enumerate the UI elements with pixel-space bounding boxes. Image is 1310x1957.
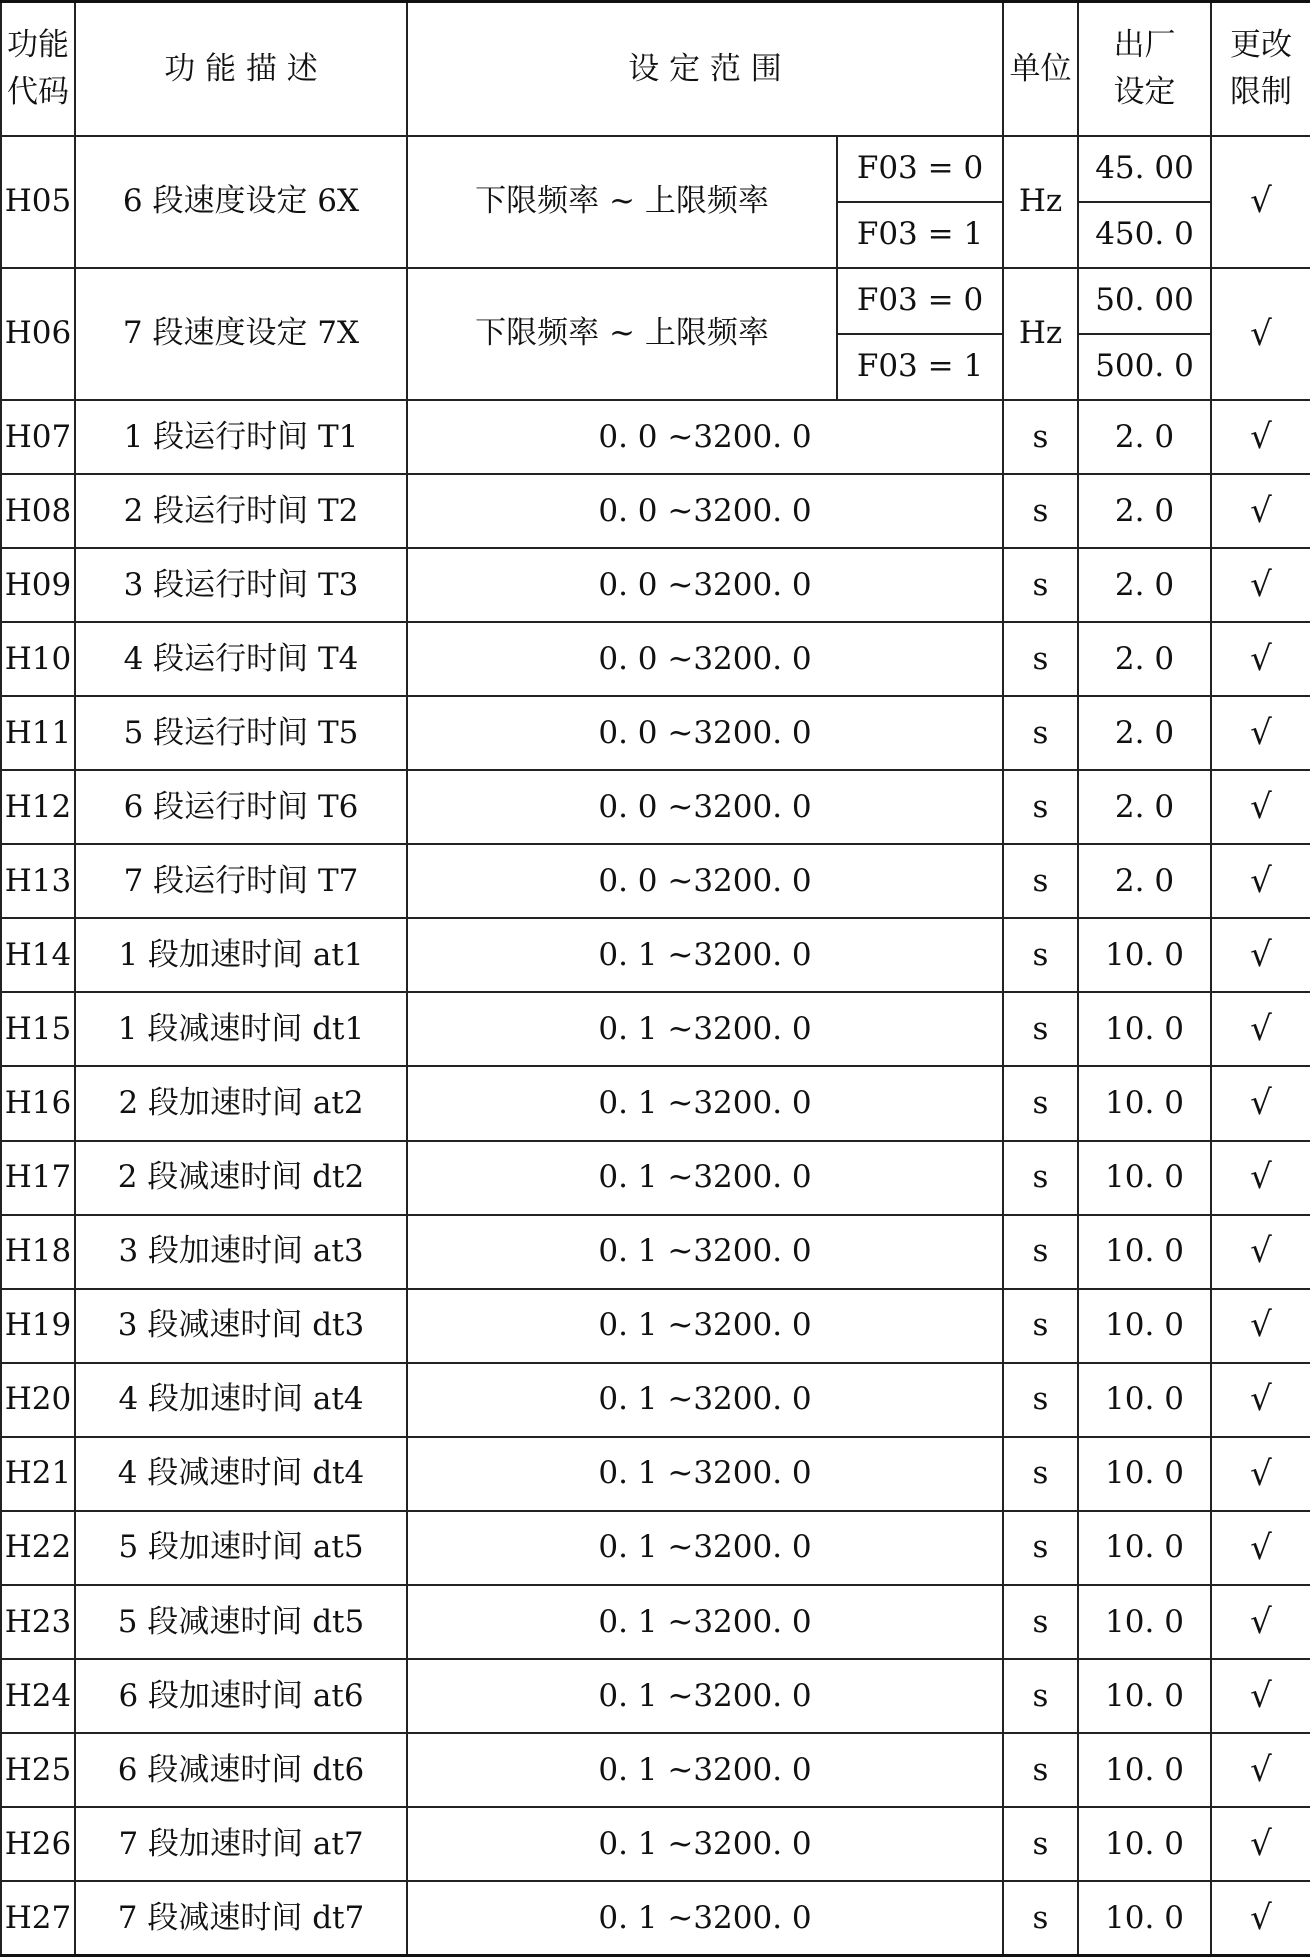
range-cell: 0. 0 ~3200. 0 — [407, 548, 1003, 622]
change-check: √ — [1211, 474, 1310, 548]
table-row — [1, 992, 1310, 1066]
factory-cell: 10. 0 — [1078, 1733, 1211, 1807]
header-description: 功 能 描 述 — [75, 2, 407, 136]
description-cell: 7 段减速时间 dt7 — [75, 1881, 407, 1955]
range-cell: 下限频率 ~ 上限频率 — [407, 136, 837, 268]
range-cell: 0. 1 ~3200. 0 — [407, 1141, 1003, 1215]
change-check: √ — [1211, 1437, 1310, 1511]
header-row — [1, 2, 1310, 136]
change-check: √ — [1211, 268, 1310, 400]
description-cell: 6 段速度设定 6X — [75, 136, 407, 268]
table-row — [1, 622, 1310, 696]
range-cell: 下限频率 ~ 上限频率 — [407, 268, 837, 400]
change-check: √ — [1211, 1733, 1310, 1807]
unit-cell: s — [1003, 1807, 1078, 1881]
factory-cell: 10. 0 — [1078, 1585, 1211, 1659]
change-check: √ — [1211, 1289, 1310, 1363]
table-row — [1, 1289, 1310, 1363]
code-cell: H10 — [1, 622, 75, 696]
range-cell: 0. 1 ~3200. 0 — [407, 918, 1003, 992]
change-check: √ — [1211, 770, 1310, 844]
factory-cell: 10. 0 — [1078, 1511, 1211, 1585]
unit-cell: s — [1003, 400, 1078, 474]
description-cell: 7 段运行时间 T7 — [75, 844, 407, 918]
factory-cell: 2. 0 — [1078, 770, 1211, 844]
header-range: 设 定 范 围 — [407, 2, 1003, 136]
unit-cell: s — [1003, 696, 1078, 770]
unit-cell: s — [1003, 992, 1078, 1066]
factory-cell: 10. 0 — [1078, 1215, 1211, 1289]
range-cell: 0. 1 ~3200. 0 — [407, 1289, 1003, 1363]
unit-cell: s — [1003, 474, 1078, 548]
code-cell: H11 — [1, 696, 75, 770]
change-check: √ — [1211, 844, 1310, 918]
change-check: √ — [1211, 1066, 1310, 1140]
table-row — [1, 268, 1310, 334]
table-row — [1, 844, 1310, 918]
range-cell: 0. 1 ~3200. 0 — [407, 1511, 1003, 1585]
description-cell: 1 段减速时间 dt1 — [75, 992, 407, 1066]
table-row — [1, 1363, 1310, 1437]
description-cell: 5 段减速时间 dt5 — [75, 1585, 407, 1659]
change-check: √ — [1211, 1215, 1310, 1289]
factory-cell: 10. 0 — [1078, 992, 1211, 1066]
factory-cell: 10. 0 — [1078, 1289, 1211, 1363]
code-cell: H21 — [1, 1437, 75, 1511]
condition-cell: F03 = 0 — [837, 136, 1003, 202]
code-cell: H19 — [1, 1289, 75, 1363]
description-cell: 4 段运行时间 T4 — [75, 622, 407, 696]
code-cell: H07 — [1, 400, 75, 474]
unit-cell: s — [1003, 1659, 1078, 1733]
table-row — [1, 918, 1310, 992]
description-cell: 2 段加速时间 at2 — [75, 1066, 407, 1140]
description-cell: 1 段运行时间 T1 — [75, 400, 407, 474]
factory-cell: 10. 0 — [1078, 918, 1211, 992]
code-cell: H26 — [1, 1807, 75, 1881]
unit-cell: s — [1003, 1437, 1078, 1511]
code-cell: H09 — [1, 548, 75, 622]
range-cell: 0. 1 ~3200. 0 — [407, 992, 1003, 1066]
factory-cell: 10. 0 — [1078, 1807, 1211, 1881]
range-cell: 0. 1 ~3200. 0 — [407, 1215, 1003, 1289]
code-cell: H05 — [1, 136, 75, 268]
description-cell: 7 段速度设定 7X — [75, 268, 407, 400]
factory-cell: 50. 00 — [1078, 268, 1211, 334]
range-cell: 0. 0 ~3200. 0 — [407, 696, 1003, 770]
unit-cell: s — [1003, 1585, 1078, 1659]
range-cell: 0. 1 ~3200. 0 — [407, 1659, 1003, 1733]
code-cell: H27 — [1, 1881, 75, 1955]
condition-cell: F03 = 1 — [837, 202, 1003, 268]
table-row — [1, 1437, 1310, 1511]
unit-cell: s — [1003, 770, 1078, 844]
factory-cell: 45. 00 — [1078, 136, 1211, 202]
code-cell: H06 — [1, 268, 75, 400]
description-cell: 5 段加速时间 at5 — [75, 1511, 407, 1585]
factory-cell: 2. 0 — [1078, 696, 1211, 770]
code-cell: H17 — [1, 1141, 75, 1215]
range-cell: 0. 0 ~3200. 0 — [407, 622, 1003, 696]
code-cell: H20 — [1, 1363, 75, 1437]
factory-cell: 500. 0 — [1078, 334, 1211, 400]
change-check: √ — [1211, 918, 1310, 992]
change-check: √ — [1211, 1881, 1310, 1955]
table-row — [1, 696, 1310, 770]
range-cell: 0. 0 ~3200. 0 — [407, 400, 1003, 474]
change-check: √ — [1211, 136, 1310, 268]
range-cell: 0. 0 ~3200. 0 — [407, 770, 1003, 844]
code-cell: H25 — [1, 1733, 75, 1807]
description-cell: 1 段加速时间 at1 — [75, 918, 407, 992]
unit-cell: s — [1003, 1363, 1078, 1437]
description-cell: 6 段减速时间 dt6 — [75, 1733, 407, 1807]
unit-cell: s — [1003, 1215, 1078, 1289]
factory-cell: 10. 0 — [1078, 1066, 1211, 1140]
unit-cell: s — [1003, 918, 1078, 992]
factory-cell: 450. 0 — [1078, 202, 1211, 268]
unit-cell: Hz — [1003, 268, 1078, 400]
change-check: √ — [1211, 992, 1310, 1066]
table-row — [1, 1659, 1310, 1733]
change-check: √ — [1211, 548, 1310, 622]
change-check: √ — [1211, 1363, 1310, 1437]
table-row — [1, 400, 1310, 474]
unit-cell: s — [1003, 844, 1078, 918]
change-check: √ — [1211, 1141, 1310, 1215]
code-cell: H23 — [1, 1585, 75, 1659]
table-row — [1, 1215, 1310, 1289]
factory-cell: 10. 0 — [1078, 1881, 1211, 1955]
unit-cell: s — [1003, 1141, 1078, 1215]
change-check: √ — [1211, 1659, 1310, 1733]
description-cell: 6 段加速时间 at6 — [75, 1659, 407, 1733]
description-cell: 5 段运行时间 T5 — [75, 696, 407, 770]
range-cell: 0. 1 ~3200. 0 — [407, 1881, 1003, 1955]
table-row — [1, 1881, 1310, 1955]
range-cell: 0. 1 ~3200. 0 — [407, 1437, 1003, 1511]
range-cell: 0. 1 ~3200. 0 — [407, 1066, 1003, 1140]
table-row — [1, 1066, 1310, 1140]
unit-cell: s — [1003, 1289, 1078, 1363]
code-cell: H12 — [1, 770, 75, 844]
table-row — [1, 474, 1310, 548]
code-cell: H18 — [1, 1215, 75, 1289]
range-cell: 0. 0 ~3200. 0 — [407, 844, 1003, 918]
range-cell: 0. 1 ~3200. 0 — [407, 1363, 1003, 1437]
factory-cell: 10. 0 — [1078, 1437, 1211, 1511]
description-cell: 7 段加速时间 at7 — [75, 1807, 407, 1881]
header-unit: 单位 — [1003, 2, 1078, 136]
code-cell: H13 — [1, 844, 75, 918]
change-check: √ — [1211, 1585, 1310, 1659]
description-cell: 3 段减速时间 dt3 — [75, 1289, 407, 1363]
factory-cell: 2. 0 — [1078, 474, 1211, 548]
code-cell: H16 — [1, 1066, 75, 1140]
unit-cell: s — [1003, 1733, 1078, 1807]
description-cell: 3 段加速时间 at3 — [75, 1215, 407, 1289]
table-row — [1, 1585, 1310, 1659]
unit-cell: s — [1003, 1066, 1078, 1140]
table-row — [1, 1141, 1310, 1215]
description-cell: 2 段减速时间 dt2 — [75, 1141, 407, 1215]
factory-cell: 10. 0 — [1078, 1659, 1211, 1733]
description-cell: 6 段运行时间 T6 — [75, 770, 407, 844]
range-cell: 0. 1 ~3200. 0 — [407, 1585, 1003, 1659]
description-cell: 4 段减速时间 dt4 — [75, 1437, 407, 1511]
unit-cell: s — [1003, 622, 1078, 696]
change-check: √ — [1211, 1807, 1310, 1881]
unit-cell: s — [1003, 548, 1078, 622]
change-check: √ — [1211, 622, 1310, 696]
table-row — [1, 1511, 1310, 1585]
table-row — [1, 770, 1310, 844]
header-change: 更改限制 — [1211, 2, 1310, 136]
change-check: √ — [1211, 400, 1310, 474]
table-row — [1, 136, 1310, 202]
range-cell: 0. 1 ~3200. 0 — [407, 1807, 1003, 1881]
factory-cell: 2. 0 — [1078, 400, 1211, 474]
code-cell: H22 — [1, 1511, 75, 1585]
description-cell: 2 段运行时间 T2 — [75, 474, 407, 548]
code-cell: H14 — [1, 918, 75, 992]
header-factory: 出厂设定 — [1078, 2, 1211, 136]
unit-cell: s — [1003, 1881, 1078, 1955]
table-row — [1, 548, 1310, 622]
description-cell: 3 段运行时间 T3 — [75, 548, 407, 622]
code-cell: H08 — [1, 474, 75, 548]
factory-cell: 10. 0 — [1078, 1363, 1211, 1437]
table-row — [1, 1733, 1310, 1807]
range-cell: 0. 1 ~3200. 0 — [407, 1733, 1003, 1807]
header-code: 功能代码 — [1, 2, 75, 136]
range-cell: 0. 0 ~3200. 0 — [407, 474, 1003, 548]
code-cell: H15 — [1, 992, 75, 1066]
unit-cell: s — [1003, 1511, 1078, 1585]
unit-cell: Hz — [1003, 136, 1078, 268]
change-check: √ — [1211, 1511, 1310, 1585]
factory-cell: 2. 0 — [1078, 622, 1211, 696]
description-cell: 4 段加速时间 at4 — [75, 1363, 407, 1437]
table-row — [1, 1807, 1310, 1881]
code-cell: H24 — [1, 1659, 75, 1733]
change-check: √ — [1211, 696, 1310, 770]
factory-cell: 10. 0 — [1078, 1141, 1211, 1215]
condition-cell: F03 = 0 — [837, 268, 1003, 334]
condition-cell: F03 = 1 — [837, 334, 1003, 400]
factory-cell: 2. 0 — [1078, 844, 1211, 918]
factory-cell: 2. 0 — [1078, 548, 1211, 622]
